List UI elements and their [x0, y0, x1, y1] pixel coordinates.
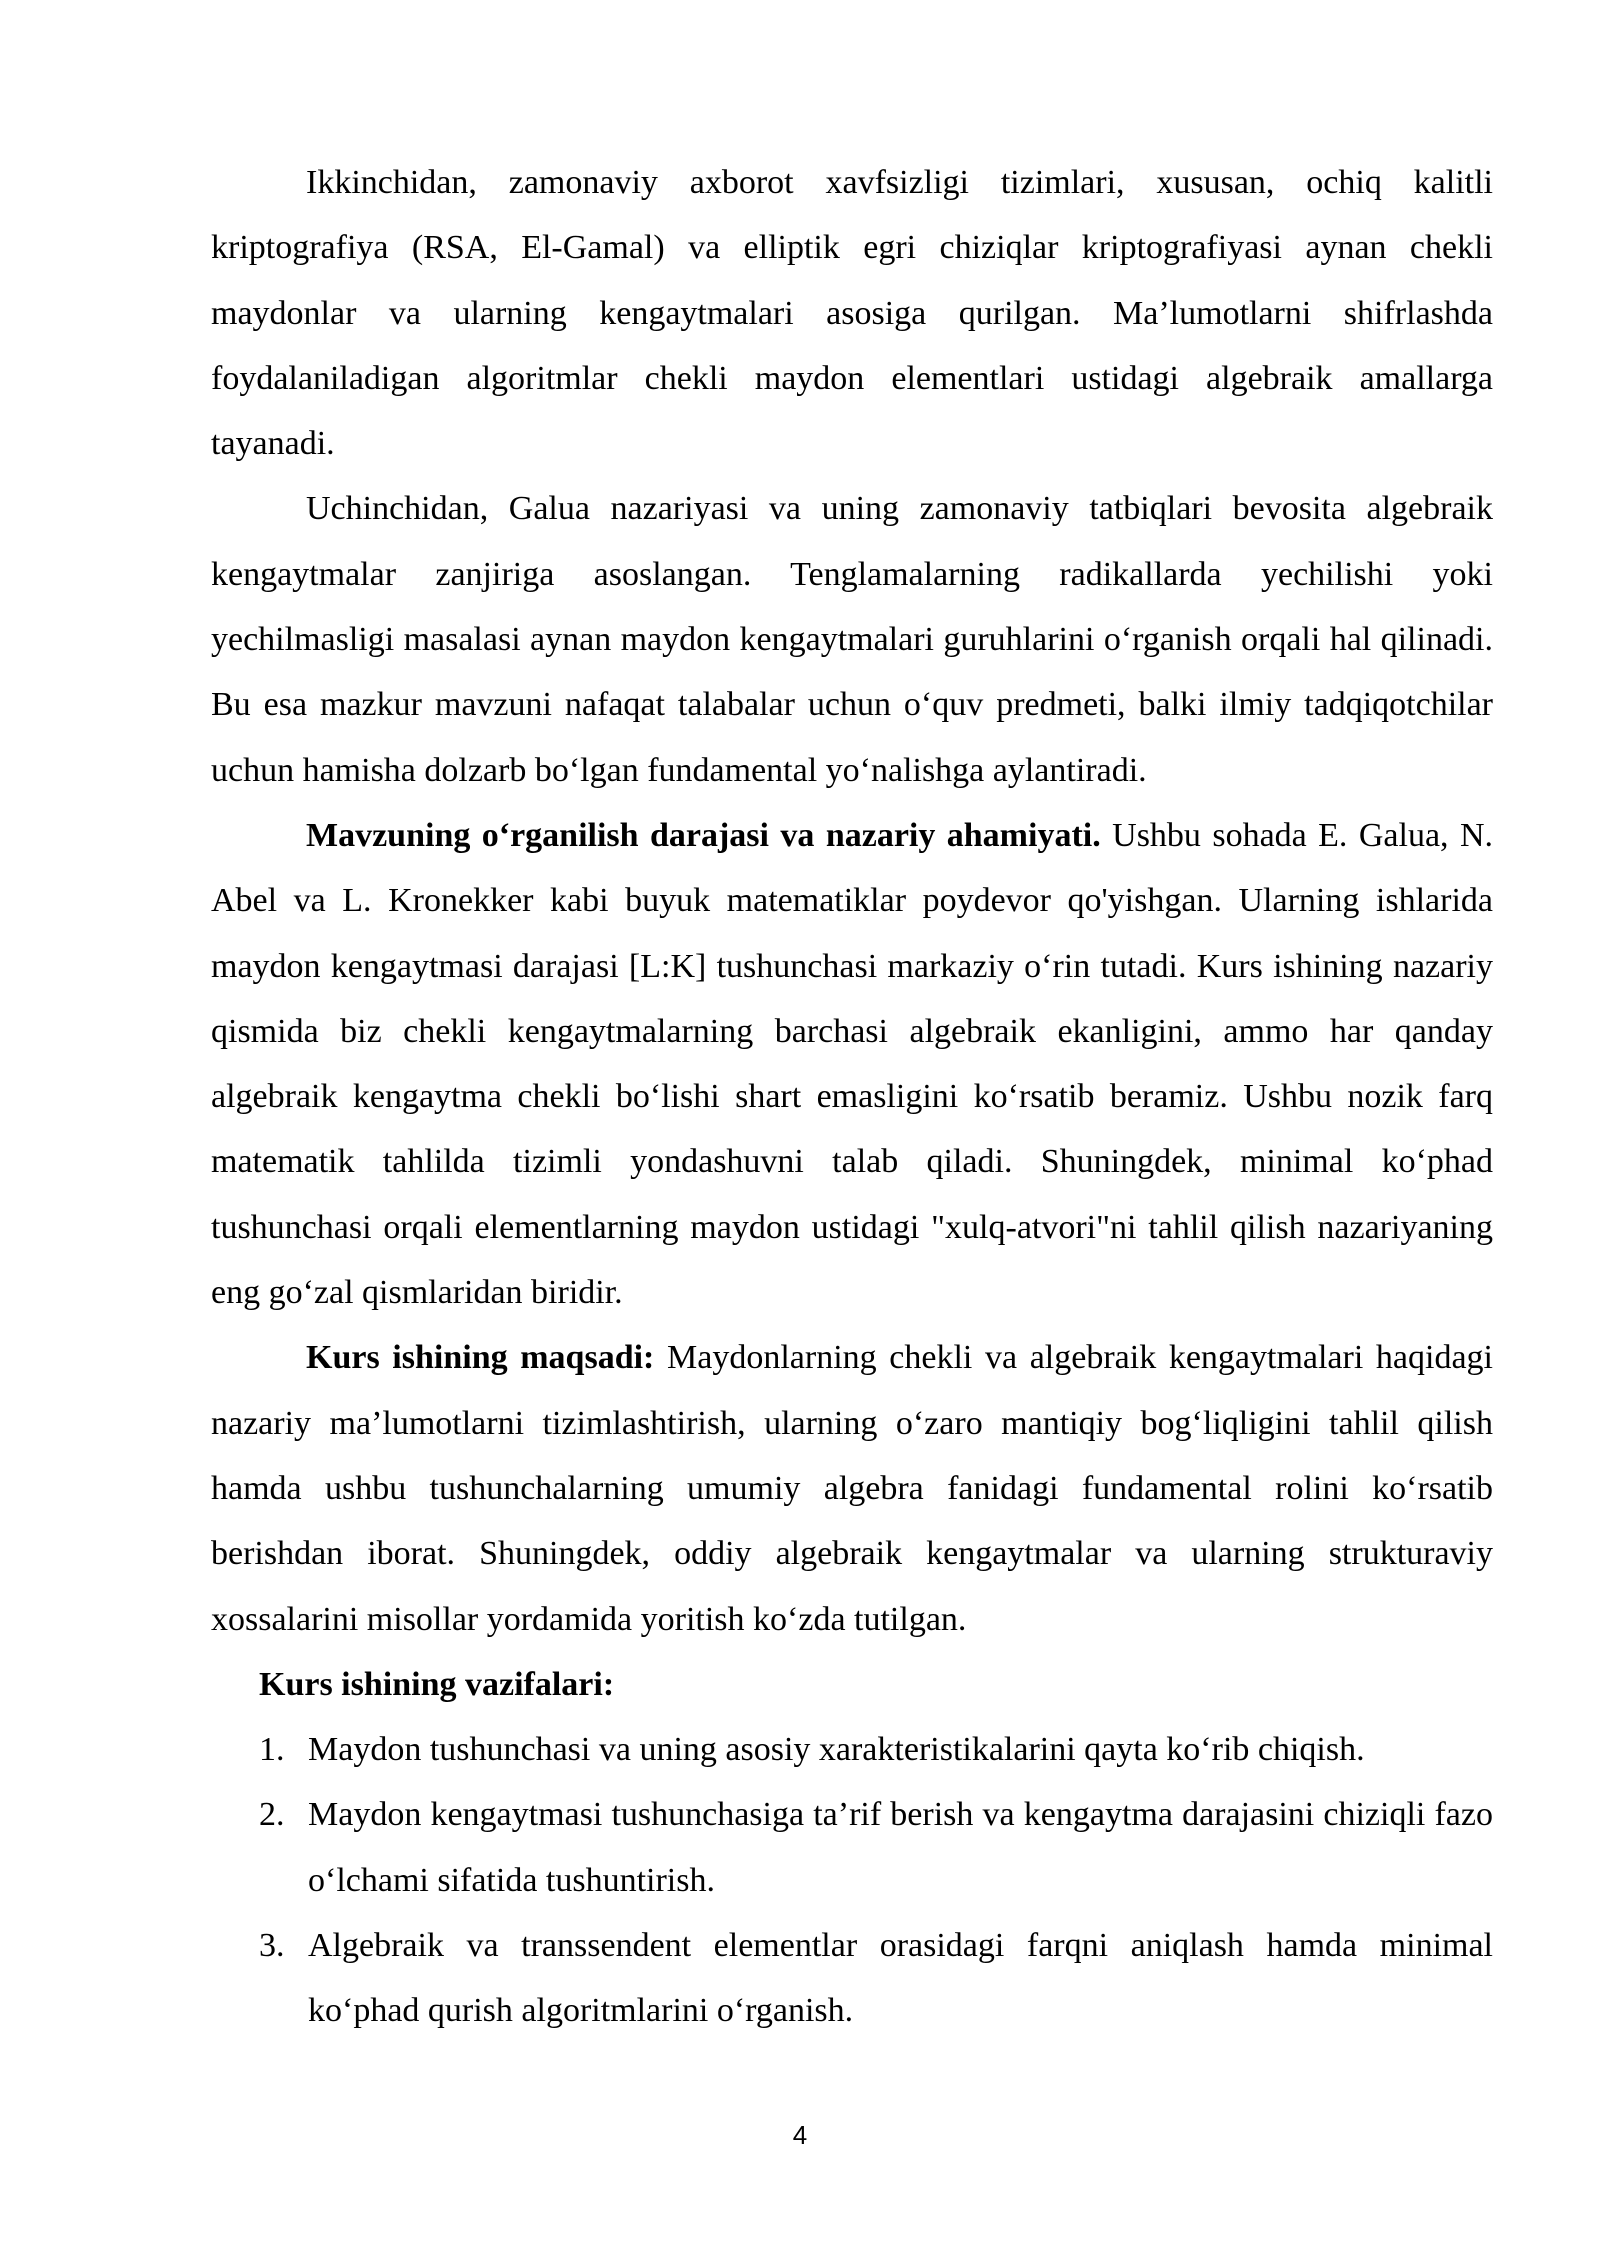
- list-item-number: 3.: [259, 1927, 285, 1965]
- tasks-heading: Kurs ishining vazifalari:: [259, 1665, 615, 1703]
- goal-text: Maydonlarning chekli va algebraik kengaytmalari haqidagi nazariy ma’lumotlarni tizimlashtirish, ularning o‘zaro mantiqiy bog‘liqligini tahlil qilish hamda ushbu tushunchalarning umumiy algebra fanidagi fundamental rolini ko‘rsatib berishdan iborat. Shuningdek, oddiy algebraik kengaytmalar va ularning strukturaviy xossalarini misollar yordamida yoritish ko‘zda tutilgan.: [211, 1339, 1494, 1638]
- list-item: [211, 1717, 1493, 1782]
- list-item-number: 1.: [259, 1731, 285, 1769]
- goal-heading: Kurs ishining maqsadi:: [306, 1339, 655, 1377]
- paragraph-third-reason: Uchinchidan, Galua nazariyasi va uning zamonaviy tatbiqlari bevosita algebraik kengaytmalar zanjiriga asoslangan. Tenglamalarning radikallarda yechilishi yoki yechilmasligi masalasi aynan maydon kengaytmalari guruhlarini o‘rganish orqali hal qilinadi. Bu esa mazkur mavzuni nafaqat talabalar uchun o‘quv predmeti, balki ilmiy tadqiqotchilar uchun hamisha dolzarb bo‘lgan fundamental yo‘nalishga aylantiradi.: [211, 490, 1493, 789]
- paragraph-second-reason: Ikkinchidan, zamonaviy axborot xavfsizligi tizimlari, xususan, ochiq kalitli kriptografiya (RSA, El-Gamal) va elliptik egri chiziqlar kriptografiyasi aynan chekli maydonlar va ularning kengaytmalari asosiga qurilgan. Ma’lumotlarni shifrlashda foydalaniladigan algoritmlar chekli maydon elementlari ustidagi algebraik amallarga tayanadi.: [211, 164, 1493, 463]
- list-item-text: Algebraik va transsendent elementlar orasidagi farqni aniqlash hamda minimal ko‘phad qurish algoritmlarini o‘rganish.: [308, 1927, 1493, 2030]
- study-level-heading: Mavzuning o‘rganilish darajasi va nazariy ahamiyati.: [306, 816, 1101, 854]
- page-number: 4: [792, 2120, 808, 2150]
- paragraph-study-level: [211, 803, 1493, 1325]
- study-level-text: Ushbu sohada E. Galua, N. Abel va L. Kronekker kabi buyuk matematiklar poydevor qo'yishgan. Ularning ishlarida maydon kengaytmasi darajasi [L:K] tushunchasi markaziy o‘rin tutadi. Kurs ishining nazariy qismida biz chekli kengaytmalarning barchasi algebraik ekanligini, ammo har qanday algebraik kengaytma chekli bo‘lishi shart emasligini ko‘rsatib beramiz. Ushbu nozik farq matematik tahlilda tizimli yondashuvni talab qiladi. Shuningdek, minimal ko‘phad tushunchasi orqali elementlarning maydon ustidagi "xulq-atvori"ni tahlil qilish nazariyaning eng go‘zal qismlaridan biridir.: [211, 816, 1493, 1312]
- list-item: [211, 1782, 1493, 1913]
- paragraph-goal: [211, 1325, 1493, 1651]
- list-item-number: 2.: [259, 1796, 285, 1834]
- list-item-text: Maydon tushunchasi va uning asosiy xarakteristikalarini qayta ko‘rib chiqish.: [308, 1731, 1365, 1769]
- list-item: [211, 1913, 1493, 2044]
- tasks-list: [211, 1717, 1493, 2043]
- body-text: [211, 150, 1493, 2044]
- list-item-text: Maydon kengaytmasi tushunchasiga ta’rif berish va kengaytma darajasini chiziqli fazo o‘lchami sifatida tushuntirish.: [308, 1796, 1493, 1899]
